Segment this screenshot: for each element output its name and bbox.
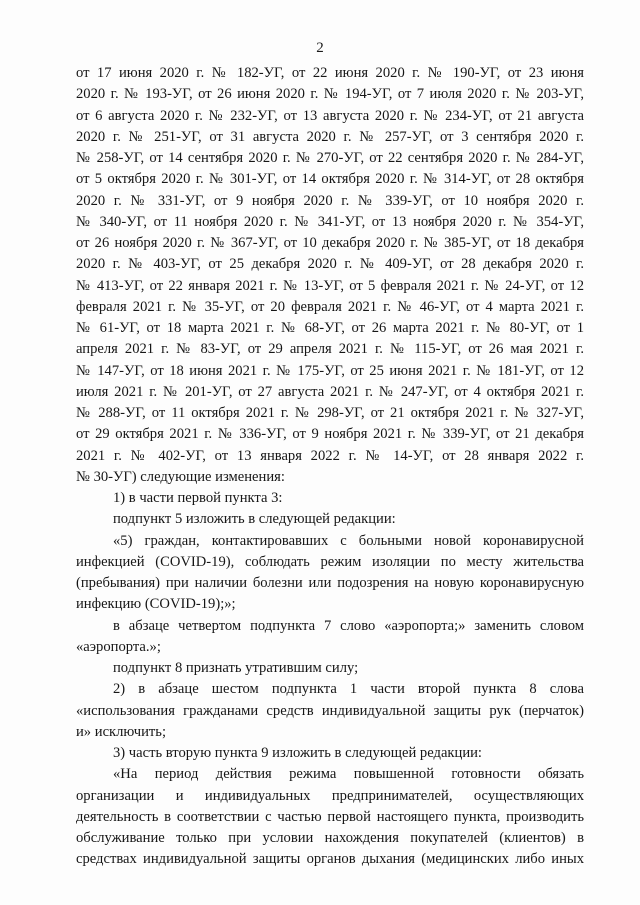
- text-line: от 5 октября 2020 г. № 301-УГ, от 14 октября 2020 г. № 314-УГ, от 28 октября: [76, 171, 584, 188]
- text-line: (пребывания) при наличии болезни или подозрения на новую коронавирусную: [76, 575, 584, 591]
- text-line: от 6 августа 2020 г. № 232-УГ, от 13 августа 2020 г. № 234-УГ, от 21 августа: [76, 107, 584, 124]
- text-line: «На период действия режима повышенной готовности обязать: [113, 766, 584, 783]
- text-line: февраля 2021 г. № 35-УГ, от 20 февраля 2021 г. № 46-УГ, от 4 марта 2021 г.: [76, 298, 584, 315]
- text-line: инфекцию (COVID-19);»;: [76, 596, 236, 613]
- text-line: 2021 г. № 402-УГ, от 13 января 2022 г. № 14-УГ, от 28 января 2022 г.: [76, 447, 584, 464]
- text-line: 2020 г. № 193-УГ, от 26 июня 2020 г. № 194-УГ, от 7 июля 2020 г. № 203-УГ,: [76, 86, 584, 103]
- text-line: и» исключить;: [76, 723, 166, 740]
- text-line: № 413-УГ, от 22 января 2021 г. № 13-УГ, от 5 февраля 2021 г. № 24-УГ, от 12: [76, 277, 584, 294]
- text-line: от 26 ноября 2020 г. № 367-УГ, от 10 декабря 2020 г. № 385-УГ, от 18 декабря: [76, 235, 584, 251]
- text-line: № 288-УГ, от 11 октября 2021 г. № 298-УГ, от 21 октября 2021 г. № 327-УГ,: [76, 405, 584, 421]
- text-line: подпункт 8 признать утратившим силу;: [113, 660, 359, 676]
- text-line: деятельность в соответствии с частью первой настоящего пункта, производить: [76, 808, 584, 825]
- text-line: 2020 г. № 403-УГ, от 25 декабря 2020 г. № 409-УГ, от 28 декабря 2020 г.: [76, 256, 584, 273]
- text-line: инфекцией (COVID-19), соблюдать режим изоляции по месту жительства: [76, 553, 584, 570]
- text-line: № 147-УГ, от 18 июня 2021 г. № 175-УГ, от 25 июня 2021 г. № 181-УГ, от 12: [76, 362, 584, 379]
- text-line: средствах индивидуальной защиты органов дыхания (медицинских либо иных: [76, 851, 584, 868]
- text-line: от 29 октября 2021 г. № 336-УГ, от 9 ноября 2021 г. № 339-УГ, от 21 декабря: [76, 426, 584, 443]
- text-line: 1) в части первой пункта 3:: [113, 490, 283, 506]
- text-line: обслуживание только при условии нахождения покупателей (клиентов) в: [76, 830, 584, 846]
- text-line: «5) граждан, контактировавших с больными новой коронавирусной: [113, 532, 584, 549]
- text-line: 3) часть вторую пункта 9 изложить в следующей редакции:: [113, 745, 482, 761]
- text-line: апреля 2021 г. № 83-УГ, от 29 апреля 2021 г. № 115-УГ, от 26 мая 2021 г.: [76, 341, 584, 358]
- text-line: 2020 г. № 331-УГ, от 9 ноября 2020 г. № 339-УГ, от 10 ноября 2020 г.: [76, 192, 584, 209]
- text-line: от 17 июня 2020 г. № 182-УГ, от 22 июня 2020 г. № 190-УГ, от 23 июня: [76, 65, 584, 81]
- document-body: [76, 63, 584, 871]
- text-line: июля 2021 г. № 201-УГ, от 27 августа 2021 г. № 247-УГ, от 4 октября 2021 г.: [76, 383, 584, 400]
- text-line: подпункт 5 изложить в следующей редакции:: [113, 511, 396, 528]
- text-line: организации и индивидуальных предпринимателей, осуществляющих: [76, 787, 584, 804]
- page-number: 2: [316, 40, 324, 56]
- text-line: 2) в абзаце шестом подпункта 1 части второй пункта 8 слова: [113, 681, 584, 698]
- text-line: в абзаце четвертом подпункта 7 слово «аэропорта;» заменить словом: [113, 617, 584, 634]
- text-line: № 30-УГ) следующие изменения:: [76, 468, 285, 485]
- text-line: № 340-УГ, от 11 ноября 2020 г. № 341-УГ, от 13 ноября 2020 г. № 354-УГ,: [76, 213, 584, 230]
- text-line: «аэропорта.»;: [76, 638, 161, 655]
- text-line: 2020 г. № 251-УГ, от 31 августа 2020 г. № 257-УГ, от 3 сентября 2020 г.: [76, 128, 584, 145]
- text-line: «использования гражданами средств индивидуальной защиты рук (перчаток): [76, 702, 584, 719]
- text-line: № 61-УГ, от 18 марта 2021 г. № 68-УГ, от 26 марта 2021 г. № 80-УГ, от 1: [76, 320, 584, 336]
- text-line: № 258-УГ, от 14 сентября 2020 г. № 270-УГ, от 22 сентября 2020 г. № 284-УГ,: [76, 150, 584, 166]
